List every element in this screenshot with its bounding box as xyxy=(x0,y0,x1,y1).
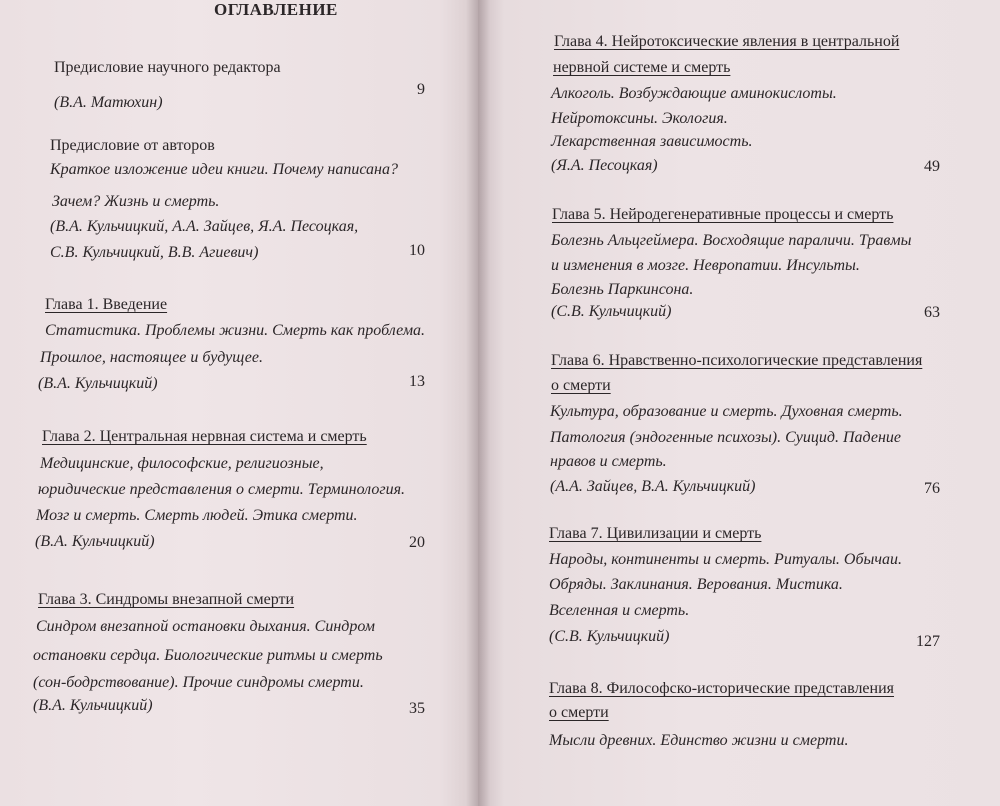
book-gutter xyxy=(466,0,490,806)
page-number: 127 xyxy=(916,633,940,650)
entry-description: нравов и смерть. xyxy=(550,453,667,470)
chapter-heading: Глава 7. Цивилизации и смерть xyxy=(549,525,762,542)
entry-description: Болезнь Паркинсона. xyxy=(551,281,694,298)
entry-description: Зачем? Жизнь и смерть. xyxy=(52,193,220,210)
entry-description: Синдром внезапной остановки дыхания. Синдром xyxy=(36,618,375,635)
page-number: 13 xyxy=(409,373,425,390)
entry-description: С.В. Кульчицкий, В.В. Агиевич) xyxy=(50,244,259,261)
entry-description: (В.А. Кульчицкий) xyxy=(33,697,153,714)
chapter-heading: Глава 2. Центральная нервная система и смерть xyxy=(42,428,367,445)
entry-description: (А.А. Зайцев, В.А. Кульчицкий) xyxy=(550,478,756,495)
entry-description: (С.В. Кульчицкий) xyxy=(549,628,670,645)
entry-description: Обряды. Заклинания. Верования. Мистика. xyxy=(549,576,843,593)
entry-description: Болезнь Альцгеймера. Восходящие параличи. Травмы xyxy=(551,232,912,249)
entry-description: (Я.А. Песоцкая) xyxy=(551,157,658,174)
entry-description: Патология (эндогенные психозы). Суицид. Падение xyxy=(550,429,901,446)
entry-heading: Предисловие научного редактора xyxy=(54,59,281,76)
chapter-heading: нервной системе и смерть xyxy=(553,59,731,76)
entry-description: (В.А. Кульчицкий) xyxy=(35,533,155,550)
entry-description: Нейротоксины. Экология. xyxy=(551,110,728,127)
entry-description: Статистика. Проблемы жизни. Смерть как проблема. xyxy=(45,322,426,339)
entry-description: (В.А. Кульчицкий) xyxy=(38,375,158,392)
page-number: 35 xyxy=(409,700,425,717)
chapter-heading: Глава 1. Введение xyxy=(45,296,168,313)
page-number: 10 xyxy=(409,242,425,259)
page-number: 9 xyxy=(417,81,425,98)
chapter-heading: Глава 8. Философско-исторические представления xyxy=(549,680,895,697)
entry-description: юридические представления о смерти. Терминология. xyxy=(38,481,406,498)
entry-description: (В.А. Кульчицкий, А.А. Зайцев, Я.А. Песоцкая, xyxy=(50,218,359,235)
chapter-heading: Глава 6. Нравственно-психологические представления xyxy=(551,352,923,369)
chapter-heading: Глава 5. Нейродегенеративные процессы и смерть xyxy=(552,206,894,223)
entry-description: Алкоголь. Возбуждающие аминокислоты. xyxy=(551,85,837,102)
page-number: 76 xyxy=(924,480,940,497)
entry-heading: Предисловие от авторов xyxy=(50,137,215,154)
entry-description: Народы, континенты и смерть. Ритуалы. Обычаи. xyxy=(549,551,902,568)
entry-description: и изменения в мозге. Невропатии. Инсульты. xyxy=(551,257,860,274)
entry-description: Медицинские, философские, религиозные, xyxy=(40,455,324,472)
entry-description: Прошлое, настоящее и будущее. xyxy=(40,349,263,366)
entry-description: Мозг и смерть. Смерть людей. Этика смерти. xyxy=(36,507,358,524)
entry-description: (В.А. Матюхин) xyxy=(54,94,163,111)
entry-description: Вселенная и смерть. xyxy=(549,602,690,619)
entry-description: (сон-бодрствование). Прочие синдромы смерти. xyxy=(33,674,364,691)
page-number: 63 xyxy=(924,304,940,321)
entry-description: Краткое изложение идеи книги. Почему написана? xyxy=(50,161,398,178)
page-number: 20 xyxy=(409,534,425,551)
entry-description: Лекарственная зависимость. xyxy=(551,133,753,150)
entry-description: остановки сердца. Биологические ритмы и смерть xyxy=(33,647,383,664)
chapter-heading: Глава 3. Синдромы внезапной смерти xyxy=(38,591,295,608)
entry-description: Мысли древних. Единство жизни и смерти. xyxy=(549,732,849,749)
chapter-heading: Глава 4. Нейротоксические явления в центральной xyxy=(554,33,900,50)
page-number: 49 xyxy=(924,158,940,175)
chapter-heading: о смерти xyxy=(551,377,611,394)
contents-title: ОГЛАВЛЕНИЕ xyxy=(214,0,338,19)
entry-description: (С.В. Кульчицкий) xyxy=(551,303,672,320)
entry-description: Культура, образование и смерть. Духовная смерть. xyxy=(550,403,903,420)
chapter-heading: о смерти xyxy=(549,704,609,721)
